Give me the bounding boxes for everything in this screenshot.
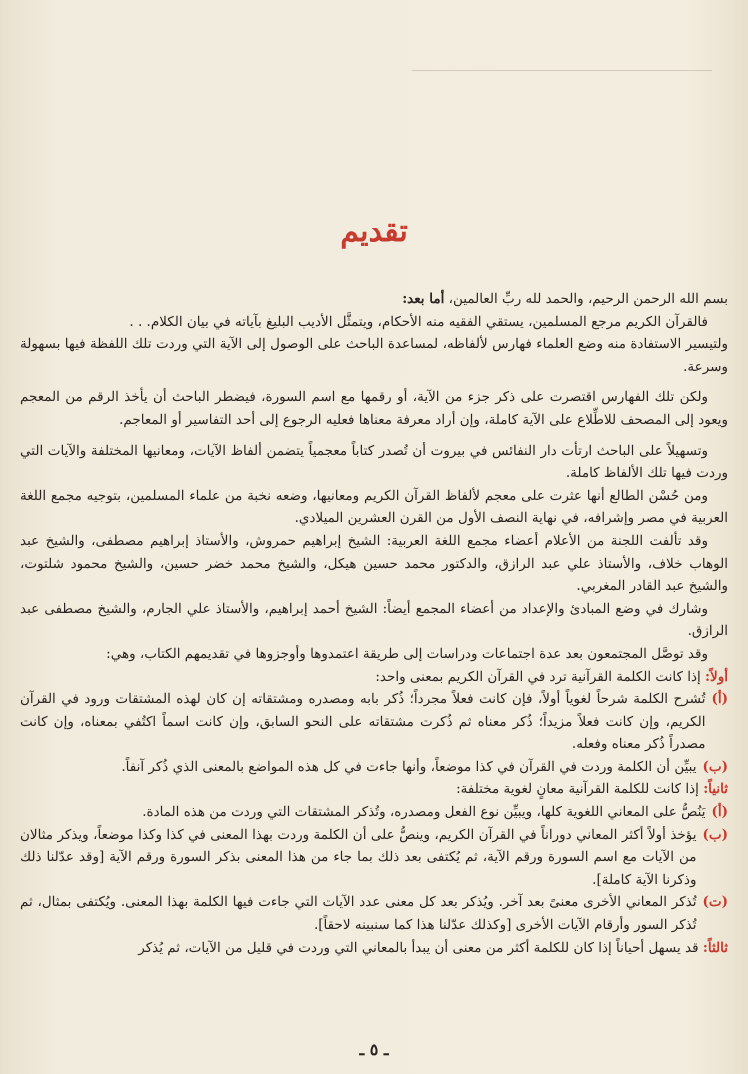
paragraph: وشارك في وضع المبادئ والإعداد من أعضاء المجمع أيضاً: الشيخ أحمد إبراهيم، والأستاذ علي الجارم، والشيخ مصطفى عبد الرازق. bbox=[20, 600, 728, 640]
item-text: تُذكر المعاني الأخرى معنىً بعد آخر. ويُذكر بعد كل معنى عدد الآيات التي جاءت فيها الكلمة بهذا المعنى. ويُكتفى بمثال، ثم تُذكر السور وأرقام الآيات الأخرى [وكذلك عدّلنا هذا كما سنبينه لاحقاً]. bbox=[20, 894, 697, 934]
paragraph: ولتيسير الاستفادة منه وضع العلماء فهارس لألفاظه، لمساعدة الباحث على الوصول إلى الآية التي وردت تلك اللفظة فيها بسهولة وسرعة. bbox=[20, 336, 728, 375]
section-third bbox=[20, 937, 728, 960]
item-mark: (أ) bbox=[711, 804, 728, 821]
body-text bbox=[20, 288, 728, 959]
item-text: يبيِّن أن الكلمة وردت في القرآن في كذا موضعاً، وأنها جاءت في كل هذه المواضع بالمعنى الذي ذُكر آنفاً. bbox=[121, 758, 697, 775]
bleed-through-rule bbox=[412, 70, 712, 71]
item-text: يَنُصُّ على المعاني اللغوية كلها، ويبيِّن نوع الفعل ومصدره، وتُذكر المشتقات التي وردت من هذه المادة. bbox=[142, 804, 706, 821]
item-text: تُشرح الكلمة شرحاً لغوياً أولاً، فإن كانت فعلاً مجرداً؛ ذُكر بابه ومصدره ومشتقاته إن كان لهذه المشتقات ورود في القرآن الكريم، وإن كانت فعلاً مزيداً؛ ذُكر معناه ثم ذُكرت مشتقاته على النحو السابق، وإن كانت اسماً اكتُفي بمعناه، وإن كانت مصدراً ذُكر معناه وفعله. bbox=[20, 691, 706, 753]
list-item bbox=[20, 688, 728, 756]
item-mark: (ت) bbox=[702, 894, 728, 911]
page-number: ـ ٥ ـ bbox=[359, 1040, 389, 1059]
item-mark: (ب) bbox=[702, 826, 728, 843]
list-item bbox=[20, 756, 728, 779]
opening-bold: أما بعد: bbox=[402, 291, 445, 307]
paragraph: وقد توصَّل المجتمعون بعد عدة اجتماعات ودراسات إلى طريقة اعتمدوها وأوجزوها في تقديمهم الكتاب، وهي: bbox=[106, 645, 708, 662]
section-label: ثالثاً: bbox=[702, 939, 728, 956]
item-mark: (ب) bbox=[702, 758, 728, 775]
section-label: ثانياً: bbox=[703, 781, 728, 798]
list-item bbox=[20, 891, 728, 936]
section-label: أولاً: bbox=[705, 668, 728, 685]
list-item bbox=[20, 801, 728, 824]
paragraph: ولكن تلك الفهارس اقتصرت على ذكر جزء من الآية، أو رقمها مع اسم السورة، فيضطر الباحث أن يأخذ الرقم من المعجم ويعود إلى المصحف للاطِّلاع على الآية كاملة، وإن أراد معرفة معناها فعليه الرجوع إلى أحد التفاسير أو المعاجم. bbox=[20, 389, 728, 428]
page-title: تقديم bbox=[340, 214, 408, 249]
item-text: يؤخذ أولاً أكثر المعاني دوراناً في القرآن الكريم، وينصُّ على أن الكلمة وردت بهذا المعنى في كذا وكذا موضعاً، ويذكر مثالان من الآيات مع اسم السورة ورقم الآية، ثم يُكتفى بعد ذلك بما جاء من هذا المعنى بذكر السورة ورقم الآية [وقد عدّلنا ذلك وذكرنا الآية كاملة]. bbox=[20, 826, 697, 888]
section-first bbox=[20, 666, 728, 689]
section-text: إذا كانت الكلمة القرآنية ترد في القرآن الكريم بمعنى واحد: bbox=[375, 668, 701, 685]
paragraph: وتسهيلاً على الباحث ارتأت دار النفائس في بيروت أن تُصدر كتاباً معجمياً يتضمن ألفاظ الآيات، ومعانيها المختلفة والآيات التي وردت فيها تلك الألفاظ كاملة. bbox=[20, 442, 728, 482]
section-text: إذا كانت للكلمة القرآنية معانٍ لغوية مختلفة: bbox=[456, 781, 699, 798]
paragraph: وقد تألفت اللجنة من الأعلام أعضاء مجمع اللغة العربية: الشيخ إبراهيم حمروش، والأستاذ إبراهيم مصطفى، والشيخ عبد الوهاب خلاف، والأستاذ علي عبد الرازق، والدكتور محمد حسين هيكل، والشيخ محمد خضر حسين، والشيخ محمود شلتوت، والشيخ عبد القادر المغربي. bbox=[20, 532, 728, 595]
paragraph: ومن حُسْن الطالع أنها عثرت على معجم لألفاظ القرآن الكريم ومعانيها، وضعه نخبة من علماء المسلمين، بتوجيه مجمع اللغة العربية في مصر وإشرافه، في نهاية النصف الأول من القرن العشرين الميلادي. bbox=[20, 487, 728, 527]
item-mark: (أ) bbox=[711, 691, 728, 708]
paragraph: فالقرآن الكريم مرجع المسلمين، يستقي الفقيه منه الأحكام، ويتمثَّل الأديب البليغ بآياته في بيان الكلام. . . bbox=[129, 313, 708, 330]
section-second bbox=[20, 778, 728, 801]
paragraph-opening bbox=[20, 288, 728, 311]
section-text: قد يسهل أحياناً إذا كان للكلمة أكثر من معنى أن يبدأ بالمعاني التي وردت في قليل من الآيات، ثم يُذكر bbox=[138, 939, 699, 956]
list-item bbox=[20, 824, 728, 892]
opening-text: بسم الله الرحمن الرحيم، والحمد لله ربِّ العالمين، bbox=[448, 291, 728, 307]
